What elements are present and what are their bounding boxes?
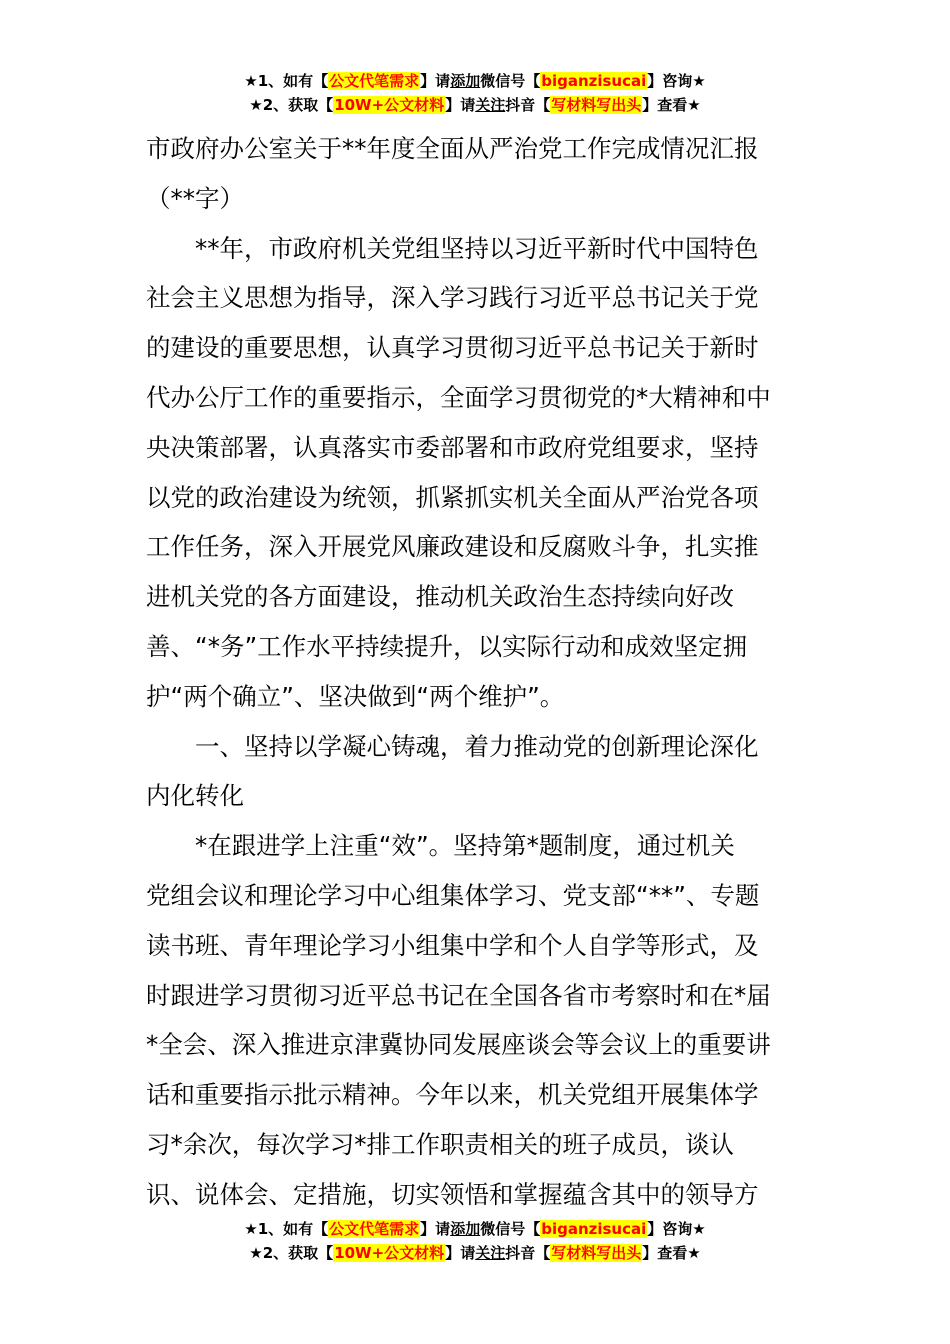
header-line2-underlined: 关注 <box>475 96 506 114</box>
footer-line1-highlight-service: 公文代笔需求 <box>329 1220 420 1238</box>
body-line: 进机关党的各方面建设，推动机关政治生态持续向好改 <box>146 582 734 612</box>
footer-line2-text-2: 抖音【 <box>505 1244 551 1262</box>
body-line: *在跟进学上注重“效”。坚持第*题制度，通过机关 <box>195 831 735 861</box>
footer-line2-suffix: 】查看★ <box>642 1244 701 1262</box>
header-line1-suffix: 】咨询★ <box>647 72 706 90</box>
body-line: 央决策部署，认真落实市委部署和市政府党组要求，坚持 <box>146 432 759 462</box>
body-line: 工作任务，深入开展党风廉政建设和反腐败斗争，扎实推 <box>146 532 759 562</box>
body-line: 社会主义思想为指导，深入学习践行习近平总书记关于党 <box>146 283 759 313</box>
section-heading-line: 内化转化 <box>146 781 244 811</box>
document-title-line-2: （**字） <box>146 183 244 213</box>
footer-line2-underlined: 关注 <box>475 1244 506 1262</box>
header-line1-text-2: 微信号【 <box>480 72 541 90</box>
header-line1-highlight-wechat: biganzisucai <box>541 72 647 90</box>
header-line1-prefix: ★1、如有【 <box>244 72 329 90</box>
body-line: 党组会议和理论学习中心组集体学习、党支部“**”、专题 <box>146 880 760 910</box>
footer-line2-highlight-douyin: 写材料写出头 <box>551 1244 642 1262</box>
header-line2-suffix: 】查看★ <box>642 96 701 114</box>
body-line: **年，市政府机关党组坚持以习近平新时代中国特色 <box>195 233 759 263</box>
footer-line2-text: 】请 <box>445 1244 476 1262</box>
header-line2-text-2: 抖音【 <box>505 96 551 114</box>
section-heading-line: 一、坚持以学凝心铸魂，着力推动党的创新理论深化 <box>195 731 759 761</box>
header-promo-line-1 <box>0 69 950 93</box>
header-line2-highlight-materials: 10W+公文材料 <box>334 96 445 114</box>
header-banner <box>0 69 950 117</box>
body-line: 习*余次，每次学习*排工作职责相关的班子成员，谈认 <box>146 1129 734 1159</box>
body-line: 以党的政治建设为统领，抓紧抓实机关全面从严治党各项 <box>146 482 759 512</box>
header-line1-underlined: 添加 <box>450 72 481 90</box>
body-line: 识、说体会、定措施，切实领悟和掌握蕴含其中的领导方 <box>146 1179 759 1209</box>
header-line2-highlight-douyin: 写材料写出头 <box>551 96 642 114</box>
document-body <box>146 124 806 1220</box>
footer-line1-text: 】请 <box>420 1220 451 1238</box>
footer-line1-text-2: 微信号【 <box>480 1220 541 1238</box>
body-line: *全会、深入推进京津冀协同发展座谈会等会议上的重要讲 <box>146 1030 771 1060</box>
body-line: 时跟进学习贯彻习近平总书记在全国各省市考察时和在*届 <box>146 980 771 1010</box>
header-line2-text: 】请 <box>445 96 476 114</box>
header-line1-text: 】请 <box>420 72 451 90</box>
footer-line1-prefix: ★1、如有【 <box>244 1220 329 1238</box>
footer-line1-suffix: 】咨询★ <box>647 1220 706 1238</box>
footer-promo-line-1 <box>0 1217 950 1241</box>
footer-banner <box>0 1217 950 1265</box>
footer-promo-line-2 <box>0 1241 950 1265</box>
footer-line2-prefix: ★2、获取【 <box>249 1244 334 1262</box>
header-line1-highlight-service: 公文代笔需求 <box>329 72 420 90</box>
footer-line2-highlight-materials: 10W+公文材料 <box>334 1244 445 1262</box>
header-line2-prefix: ★2、获取【 <box>249 96 334 114</box>
footer-line1-highlight-wechat: biganzisucai <box>541 1220 647 1238</box>
body-line: 的建设的重要思想，认真学习贯彻习近平总书记关于新时 <box>146 333 759 363</box>
header-promo-line-2 <box>0 93 950 117</box>
body-line: 护“两个确立”、坚决做到“两个维护”。 <box>146 681 565 711</box>
footer-line1-underlined: 添加 <box>450 1220 481 1238</box>
body-line: 话和重要指示批示精神。今年以来，机关党组开展集体学 <box>146 1080 759 1110</box>
body-line: 代办公厅工作的重要指示，全面学习贯彻党的*大精神和中 <box>146 382 771 412</box>
document-title-line-1: 市政府办公室关于**年度全面从严治党工作完成情况汇报 <box>146 134 759 163</box>
body-line: 善、“*务”工作水平持续提升，以实际行动和成效坚定拥 <box>146 631 748 661</box>
body-line: 读书班、青年理论学习小组集中学和个人自学等形式，及 <box>146 930 759 960</box>
